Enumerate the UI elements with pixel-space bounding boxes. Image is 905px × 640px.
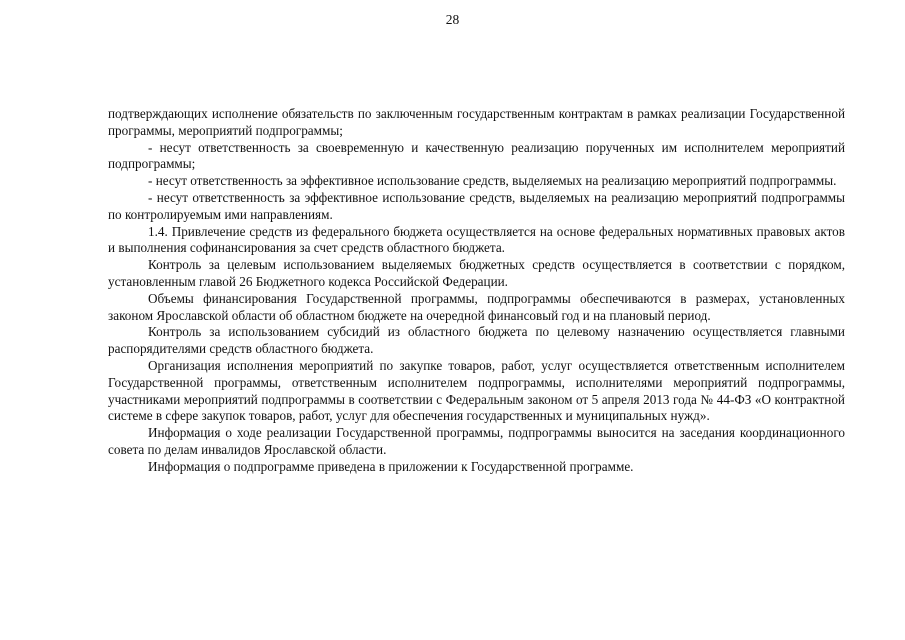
paragraph-federal-funds: 1.4. Привлечение средств из федерального бюджета осуществляется на основе федеральных нормативных правовых актов и выполнения софинансирования за счет средств областного бюджета. [108, 223, 845, 256]
paragraph-continuation: подтверждающих исполнение обязательств по заключенным государственным контрактам в рамках реализации Государственной программы, мероприятий подпрограммы; [108, 106, 845, 138]
paragraph-budget-control: Контроль за целевым использованием выделяемых бюджетных средств осуществляется в соответствии с порядком, установленным главой 26 Бюджетного кодекса Российской Федерации. [108, 257, 845, 289]
document-body [108, 106, 845, 476]
paragraph-progress-info: Информация о ходе реализации Государственной программы, подпрограммы выносится на заседания координационного совета по делам инвалидов Ярославской области. [108, 425, 845, 457]
paragraph-appendix-info: Информация о подпрограмме приведена в приложении к Государственной программе. [148, 458, 634, 474]
paragraph-subsidy-control: Контроль за использованием субсидий из областного бюджета по целевому назначению осуществляется главными распорядителями средств областного бюджета. [108, 324, 845, 357]
paragraph-responsibility-directions: - несут ответственность за эффективное использование средств, выделяемых на реализацию мероприятий подпрограммы по контролируемым ими направлениям. [108, 189, 845, 222]
paragraph-responsibility-funds: - несут ответственность за эффективное использование средств, выделяемых на реализацию мероприятий подпрограммы. [148, 173, 837, 189]
page-number: 28 [445, 12, 460, 27]
paragraph-financing-volumes: Объемы финансирования Государственной программы, подпрограммы обеспечиваются в размерах, установленных законом Ярославской области об областном бюджете на очередной финансовый год и на плановый период. [108, 290, 845, 323]
paragraph-responsibility-timely: - несут ответственность за своевременную и качественную реализацию порученных им исполнителем мероприятий подпрограммы; [108, 139, 845, 172]
paragraph-procurement: Организация исполнения мероприятий по закупке товаров, работ, услуг осуществляется ответственным исполнителем Государственной программы, ответственным исполнителем подпрограммы, исполнителями мероприятий подпрограммы, участниками мероприятий подпрограммы в соответствии с Федеральным законом от 5 апреля 2013 года № 44-ФЗ «О контрактной системе в сфере закупок товаров, работ, услуг для обеспечения государственных и муниципальных нужд». [108, 357, 845, 424]
